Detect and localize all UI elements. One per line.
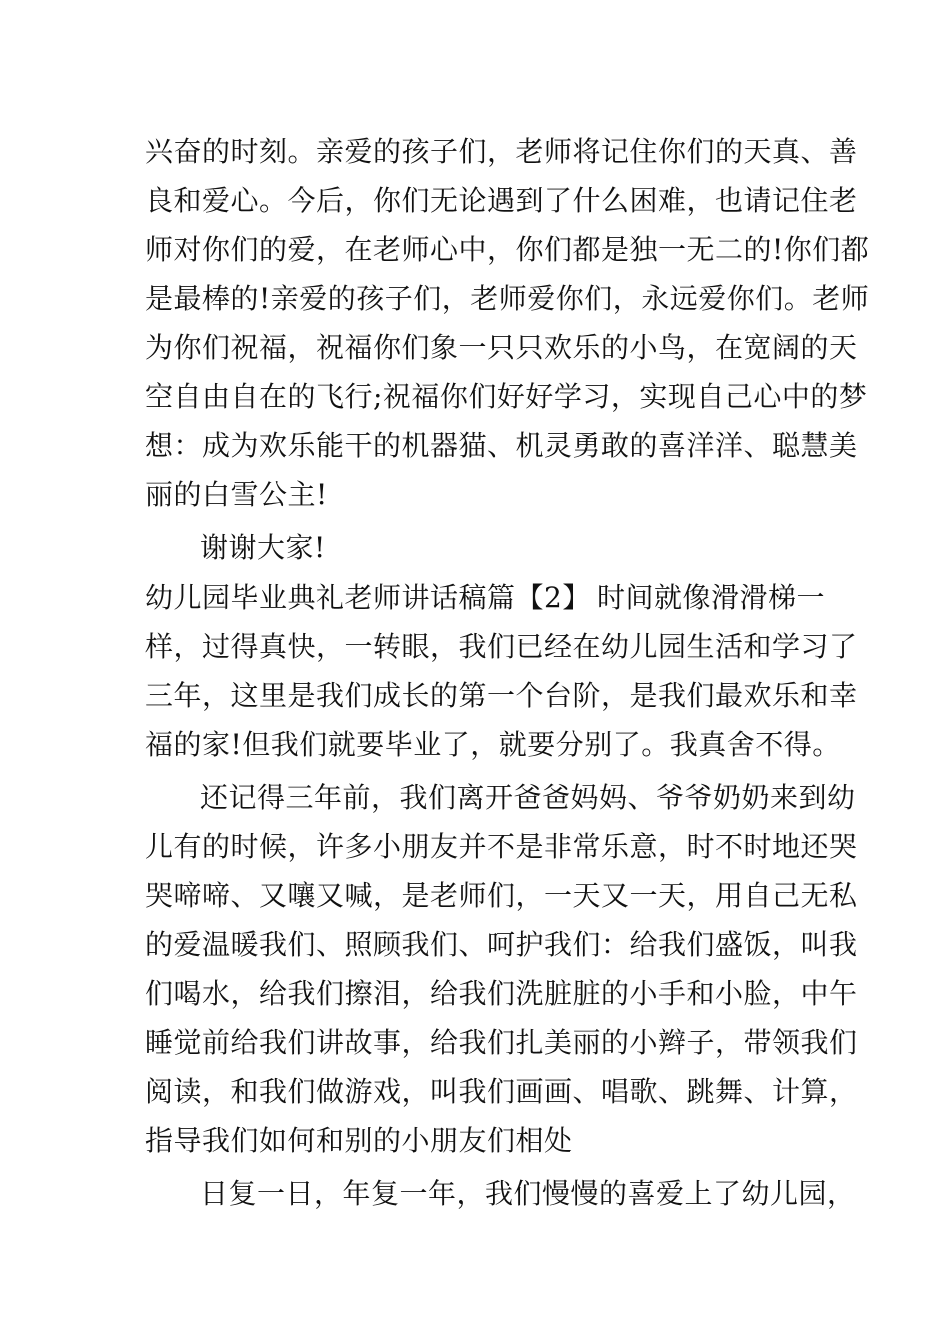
text-line: 是最棒的!亲爱的孩子们，老师爱你们，永远爱你们。老师 bbox=[145, 282, 870, 315]
text-line: 师对你们的爱，在老师心中，你们都是独一无二的!你们都 bbox=[145, 233, 870, 266]
text-line: 指导我们如何和别的小朋友们相处 bbox=[145, 1124, 573, 1157]
text-line: 三年，这里是我们成长的第一个台阶，是我们最欢乐和幸 bbox=[145, 679, 858, 712]
text-line: 时间就像滑滑梯一 bbox=[597, 581, 826, 614]
text-line: 想：成为欢乐能干的机器猫、机灵勇敢的喜洋洋、聪慧美 bbox=[145, 429, 858, 462]
text-line: 的爱温暖我们、照顾我们、呵护我们：给我们盛饭，叫我 bbox=[145, 928, 858, 961]
text-line: 福的家!但我们就要毕业了，就要分别了。我真舍不得。 bbox=[145, 728, 841, 761]
text-line: 为你们祝福，祝福你们象一只只欢乐的小鸟，在宽阔的天 bbox=[145, 331, 858, 364]
text-line: 阅读，和我们做游戏，叫我们画画、唱歌、跳舞、计算， bbox=[145, 1075, 858, 1108]
text-line: 哭啼啼、又嚷又喊，是老师们，一天又一天，用自己无私 bbox=[145, 879, 858, 912]
text-line: 兴奋的时刻。亲爱的孩子们，老师将记住你们的天真、善 bbox=[145, 135, 858, 168]
text-line: 还记得三年前，我们离开爸爸妈妈、爷爷奶奶来到幼 bbox=[200, 781, 856, 814]
text-line: 们喝水，给我们擦泪，给我们洗脏脏的小手和小脸，中午 bbox=[145, 977, 858, 1010]
text-line: 丽的白雪公主! bbox=[145, 478, 328, 511]
text-line: 睡觉前给我们讲故事，给我们扎美丽的小辫子，带领我们 bbox=[145, 1026, 858, 1059]
text-line: 儿有的时候，许多小朋友并不是非常乐意，时不时地还哭 bbox=[145, 830, 858, 863]
text-line: 空自由自在的飞行;祝福你们好好学习，实现自己心中的梦 bbox=[145, 380, 868, 413]
text-line: 良和爱心。今后，你们无论遇到了什么困难，也请记住老 bbox=[145, 184, 858, 217]
text-line: 样，过得真快，一转眼，我们已经在幼儿园生活和学习了 bbox=[145, 630, 858, 663]
text-line: 谢谢大家! bbox=[200, 531, 326, 564]
section-heading: 幼儿园毕业典礼老师讲话稿篇【2】 bbox=[145, 581, 591, 614]
text-line: 日复一日，年复一年，我们慢慢的喜爱上了幼儿园， bbox=[200, 1177, 856, 1210]
